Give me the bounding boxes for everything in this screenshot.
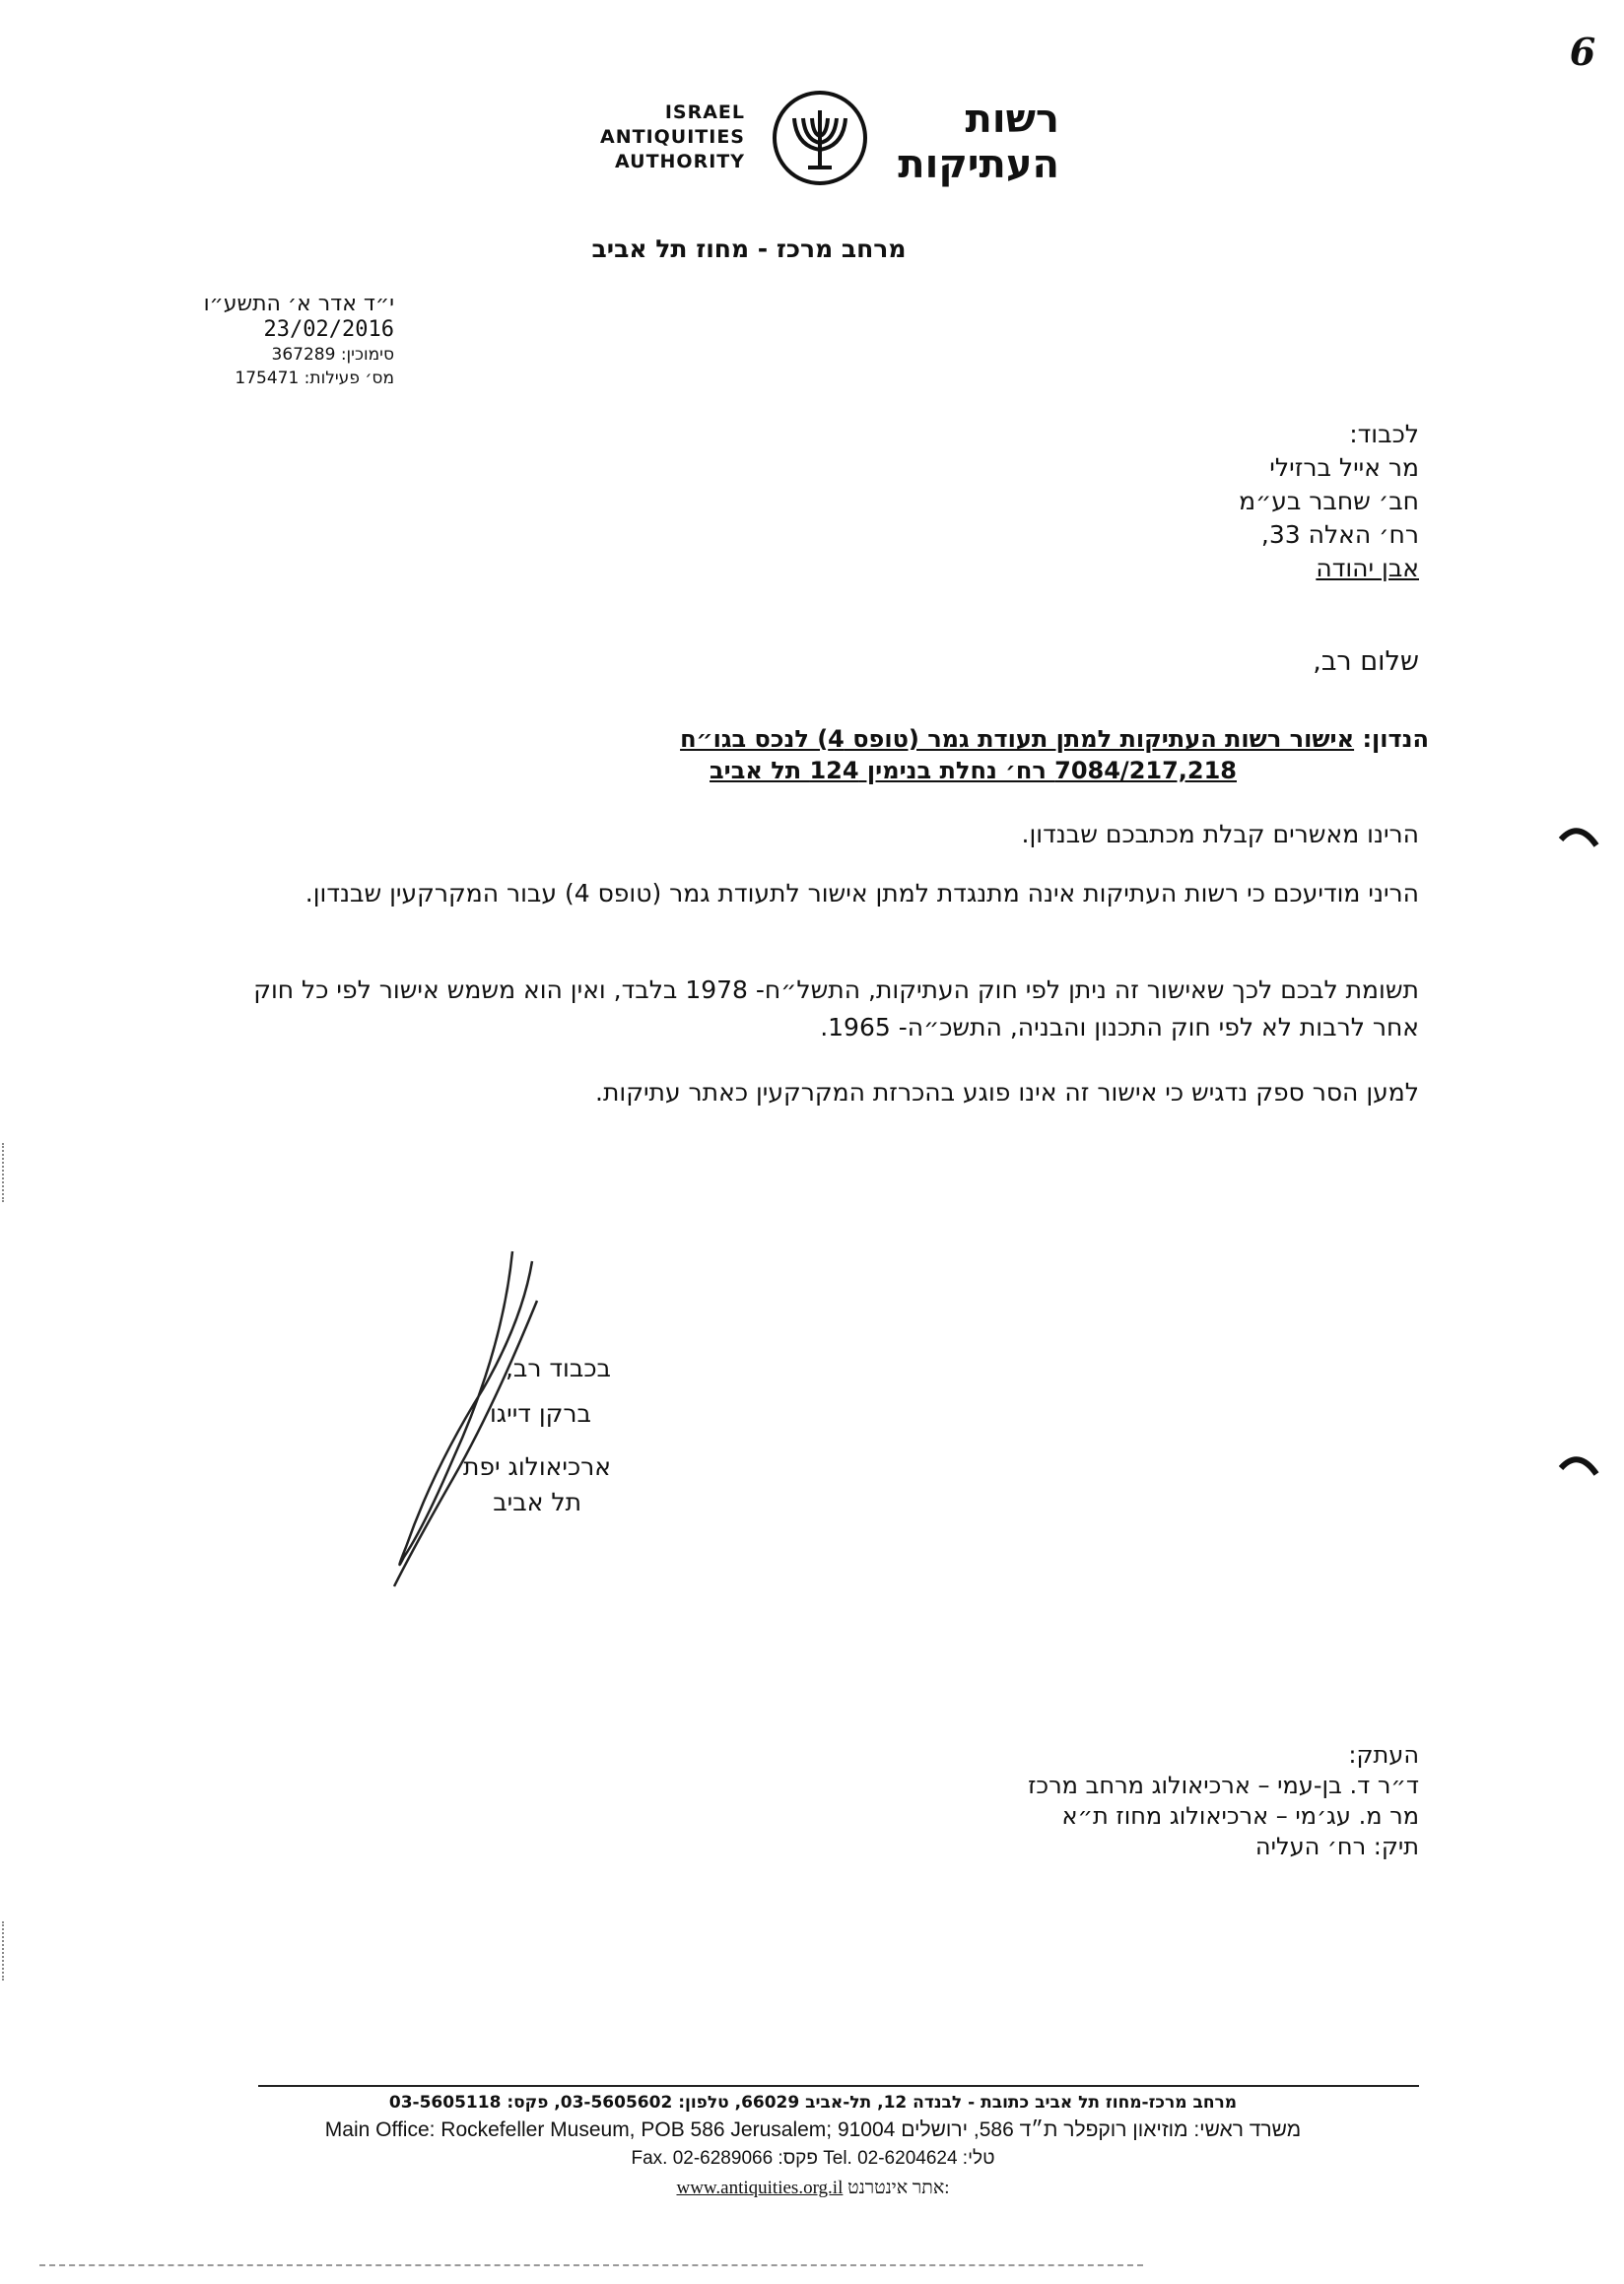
signer-title: ארכיאולוג יפת	[462, 1452, 611, 1481]
body-paragraph: למען הסר ספק נדגיש כי אישור זה אינו פוגע בהכרזת המקרקעין כאתר עתיקות.	[595, 1078, 1419, 1107]
subject-block	[237, 723, 1429, 786]
handwritten-signature	[335, 1232, 591, 1596]
website-label: אתר אינטרנט:	[847, 2178, 950, 2198]
gregorian-date: 23/02/2016	[263, 317, 394, 342]
address-line: לכבוד:	[1349, 420, 1419, 448]
cc-line: ד״ר ד. בן-עמי – ארכיאולוג מרחב מרכז	[1028, 1772, 1419, 1799]
logo-en-line: ANTIQUITIES	[600, 126, 745, 148]
cc-block	[887, 1740, 1419, 1862]
signer-name: ברקן דייגו	[489, 1399, 591, 1428]
body-paragraph: תשומת לבכם לכך שאישור זה ניתן לפי חוק העתיקות, התשל״ח- 1978 בלבד, ואין הוא משמש אישור לפי כל חוק אחר לרבות לא לפי חוק התכנון והבניה, התשכ״ה- 1965.	[253, 975, 1419, 1041]
subject-line-2: 7084/217,218 רח׳ נחלת בנימין 124 תל אביב	[710, 757, 1237, 784]
scan-artifact	[2, 1921, 8, 1981]
address-line: חב׳ שחבר בע״מ	[1239, 487, 1419, 515]
address-line: מר אייל ברזילי	[1269, 453, 1419, 482]
logo-english-text	[577, 101, 745, 174]
logo-he-line: העתיקות	[898, 142, 1059, 187]
reference-number: סימוכין: 367289	[271, 345, 394, 365]
logo-he-line: רשות	[965, 97, 1059, 142]
recipient-address	[985, 418, 1419, 585]
cc-line: תיק: רח׳ העליה	[1254, 1833, 1419, 1860]
punch-mark-icon	[1557, 820, 1600, 849]
subject-label: הנדון:	[1362, 725, 1429, 753]
address-city: אבן יהודה	[1316, 554, 1419, 582]
hebrew-date: י״ד אדר א׳ התשע״ו	[203, 292, 394, 316]
department-title: מרחב מרכז - מחוז תל אביב	[591, 235, 907, 263]
logo-hebrew-text	[882, 97, 1059, 187]
subject-line-1: אישור רשות העתיקות למתן תעודת גמר (טופס 4) לנכס בגו״ח	[680, 725, 1355, 753]
cc-line: מר מ. עג׳מי – ארכיאולוג מחוז ת״א	[1061, 1802, 1419, 1830]
logo-en-line: ISRAEL	[664, 101, 745, 123]
address-line: רח׳ האלה 33,	[1260, 520, 1419, 549]
body-paragraph: הריני מודיעכם כי רשות העתיקות אינה מתנגדת למתן אישור לתעודת גמר (טופס 4) עבור המקרקעין שבנדון.	[304, 879, 1419, 907]
footer-district-address: מרחב מרכז-מחוז תל אביב כתובת - לבנדה 12, תל-אביב 66029, טלפון: 03-5605602, פקס: 03-5605118	[388, 2093, 1238, 2113]
closing: בכבוד רב,	[505, 1354, 611, 1382]
scan-artifact	[2, 1143, 8, 1202]
body-paragraph: הרינו מאשרים קבלת מכתבכם שבנדון.	[1021, 820, 1419, 848]
greeting: שלום רב,	[1313, 646, 1419, 677]
menorah-logo-icon	[771, 89, 869, 187]
reference-block	[197, 292, 394, 390]
footer-divider	[258, 2085, 1419, 2087]
footer-main-office: Main Office: Rockefeller Museum, POB 586 Jerusalem; 91004 משרד ראשי: מוזיאון רוקפלר ת״ד 586, ירושלים	[324, 2118, 1302, 2141]
footer-website	[197, 2178, 1429, 2199]
scan-edge-line	[39, 2264, 1143, 2266]
page-number: 6	[1569, 30, 1596, 74]
footer-phone-fax: Fax. 02-6289066 :פקס Tel. 02-6204624 :טלי	[631, 2148, 995, 2169]
logo-en-line: AUTHORITY	[615, 151, 745, 172]
website-link[interactable]: www.antiquities.org.il	[676, 2178, 844, 2198]
signer-location: תל אביב	[493, 1488, 581, 1516]
punch-mark-icon	[1557, 1448, 1600, 1478]
cc-label: העתק:	[1348, 1741, 1419, 1769]
activity-number: מס׳ פעילות: 175471	[235, 369, 394, 388]
